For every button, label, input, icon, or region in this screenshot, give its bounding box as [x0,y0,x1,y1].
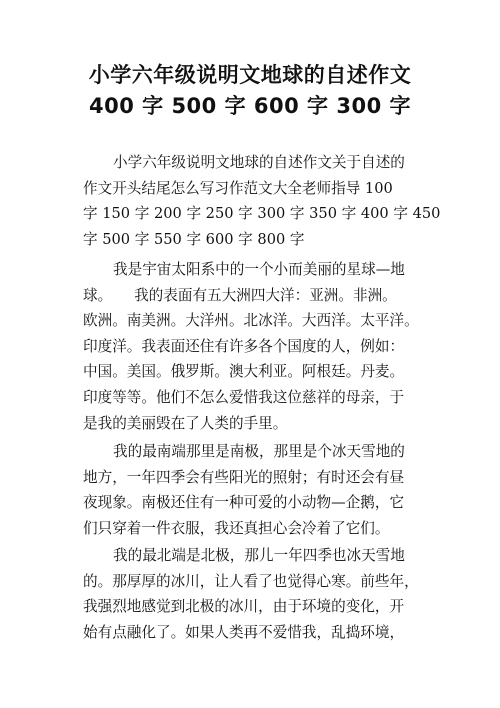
document-title-line-2: 400 字 500 字 600 字 300 字 [88,94,412,118]
paragraph-line: 字 500 字 550 字 600 字 800 字 [83,230,305,248]
paragraph-line: 作文开头结尾怎么写习作范文大全老师指导 100 [83,179,393,197]
paragraph-line: 夜现象。南极还住有一种可爱的小动物—企鹅，它 [83,494,405,512]
paragraph-line: 我是宇宙太阳系中的一个小而美丽的星球—地 [113,261,405,278]
paragraph-line: 小学六年级说明文地球的自述作文关于自述的 [113,154,405,171]
paragraph-south-pole [83,439,428,541]
paragraph-line: 我的最北端是北极，那儿一年四季也冰天雪地 [113,547,405,564]
paragraph-line: 地方，一年四季会有些阳光的照射；有时还会有昼 [83,468,405,486]
paragraph-line: 们只穿着一件衣服，我还真担心会冷着了它们。 [83,519,390,537]
paragraph-line: 球。 我的表面有五大洲四大洋：亚洲。非洲。 [83,286,397,304]
paragraph-line: 欧洲。南美洲。大洋州。北冰洋。大西洋。太平洋。 [83,312,419,330]
paragraph-intro [83,150,441,252]
paragraph-line: 是我的美丽毁在了人类的手里。 [83,414,288,432]
paragraph-line: 字 150 字 200 字 250 字 300 字 350 字 400 字 450 [83,205,441,223]
paragraph-line: 始有点融化了。如果人类再不爱惜我，乱捣环境， [83,623,405,641]
document-title-line-1: 小学六年级说明文地球的自述作文 [88,63,412,87]
paragraph-line: 中国。美国。俄罗斯。澳大利亚。阿根廷。丹麦。 [83,363,405,381]
paragraph-line: 印度洋。我表面还住有许多各个国度的人，例如： [83,337,405,355]
paragraph-line: 印度等等。他们不怎么爱惜我这位慈祥的母亲，于 [83,388,405,406]
paragraph-line: 的。那厚厚的冰川，让人看了也觉得心寒。前些年， [83,572,419,590]
paragraph-line: 我强烈地感觉到北极的冰川，由于环境的变化，开 [83,598,405,616]
paragraph-earth-surface [83,257,428,436]
paragraph-line: 我的最南端那里是南极，那里是个冰天雪地的 [113,443,405,460]
paragraph-north-pole [83,543,428,645]
